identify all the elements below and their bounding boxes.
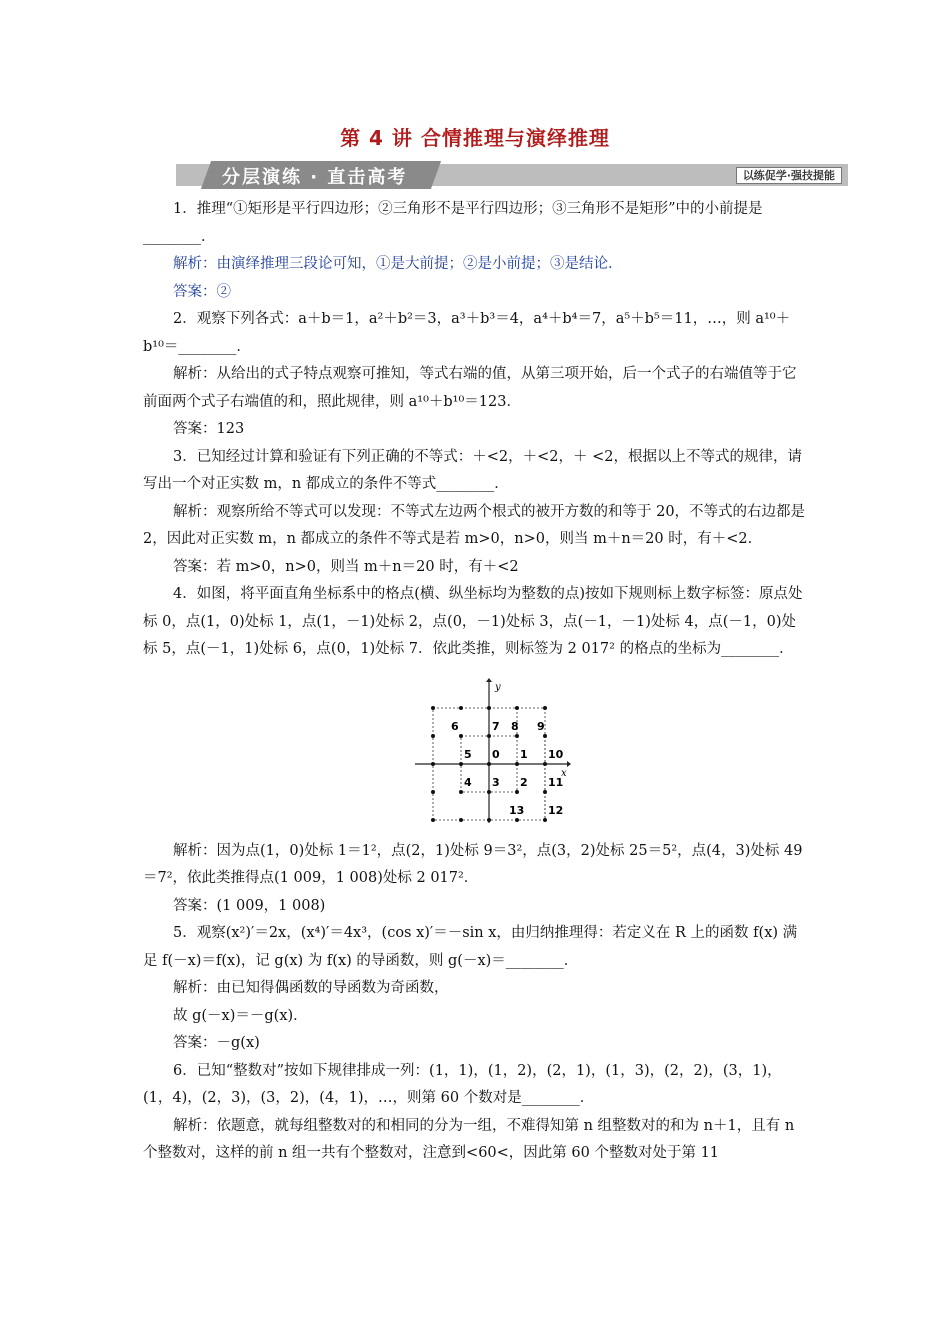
paragraph: 故 g(－x)＝－g(x)． bbox=[173, 1007, 308, 1024]
lattice-dot bbox=[487, 818, 491, 822]
lattice-label: 1 bbox=[520, 747, 528, 761]
paragraph: 解析：依题意，就每组整数对的和相同的分为一组，不难得知第 n 组整数对的和为 n＋1，且有 n 个整数对，这样的前 n 组一共有个整数对，注意到<60<，因此第 60 个整数对处于第 11 bbox=[143, 1117, 795, 1161]
banner-main-text: 分层演练 · 直击高考 bbox=[222, 167, 408, 188]
lattice-dot bbox=[515, 734, 519, 738]
lattice-dot bbox=[431, 734, 435, 738]
paragraph: 答案：123 bbox=[173, 421, 245, 437]
paragraph: 解析：由演绎推理三段论可知，①是大前提；②是小前提；③是结论． bbox=[173, 256, 623, 272]
lattice-label: 10 bbox=[548, 747, 564, 761]
lattice-dot bbox=[459, 790, 463, 794]
lattice-dot bbox=[515, 790, 519, 794]
axis-label-x: x bbox=[561, 767, 567, 779]
lattice-dot bbox=[459, 762, 463, 766]
paragraph: 答案：② bbox=[173, 283, 231, 300]
lattice-dot bbox=[459, 818, 463, 822]
lattice-dot bbox=[459, 734, 463, 738]
lattice-label: 0 bbox=[492, 747, 500, 761]
lattice-diagram bbox=[411, 678, 571, 828]
lattice-label: 11 bbox=[548, 775, 564, 789]
lattice-dot bbox=[459, 706, 463, 710]
section-banner bbox=[176, 164, 848, 186]
lattice-dot bbox=[487, 706, 491, 710]
paragraph: 答案：(1 009，1 008) bbox=[173, 897, 326, 914]
paragraph: 4．如图，将平面直角坐标系中的格点(横、纵坐标均为整数的点)按如下规则标上数字标签：原点处标 0，点(1，0)处标 1，点(1，－1)处标 2，点(0，－1)处标 3，点(－1，－1)处标 4，点(－1，0)处标 5，点(－1，1)处标 6，点(0，1)处标 7．依此类推，则标签为 2 017² 的格点的坐标为________． bbox=[143, 586, 803, 657]
lattice-dot bbox=[515, 762, 519, 766]
y-axis-arrow bbox=[486, 678, 492, 682]
lattice-dot bbox=[431, 762, 435, 766]
lattice-label: 2 bbox=[520, 775, 528, 789]
lattice-label: 7 bbox=[492, 719, 500, 733]
paragraph: 6．已知“整数对”按如下规律排成一列：(1，1)，(1，2)，(2，1)，(1，3)，(2，2)，(3，1)，(1，4)，(2，3)，(3，2)，(4，1)，…，则第 60 个数对是________． bbox=[143, 1062, 782, 1106]
lattice-dot bbox=[543, 790, 547, 794]
paragraph: 答案：若 m>0，n>0，则当 m＋n＝20 时，有＋<2 bbox=[173, 558, 519, 575]
lattice-label: 13 bbox=[509, 803, 525, 817]
lattice-dot bbox=[487, 790, 491, 794]
lattice-dot bbox=[543, 706, 547, 710]
paragraph: 3．已知经过计算和验证有下列正确的不等式：＋<2，＋<2，＋ <2，根据以上不等式的规律，请写出一个对正实数 m，n 都成立的条件不等式________． bbox=[143, 448, 802, 492]
lattice-dot bbox=[543, 762, 547, 766]
paragraph: 解析：因为点(1，0)处标 1＝1²，点(2，1)处标 9＝3²，点(3，2)处标 25＝5²，点(4，3)处标 49＝7²，依此类推得点(1 009，1 008)处标 2 017²． bbox=[143, 842, 803, 886]
exercise-content bbox=[143, 196, 808, 1168]
lattice-label: 9 bbox=[537, 719, 545, 733]
axis-label-y: y bbox=[495, 681, 501, 693]
lattice-label: 8 bbox=[511, 719, 519, 733]
paragraph: 解析：观察所给不等式可以发现：不等式左边两个根式的被开方数的和等于 20，不等式的右边都是 2，因此对正实数 m，n 都成立的条件不等式是若 m>0，n>0，则当 m＋n＝20 时，有＋<2． bbox=[143, 503, 806, 547]
page-title: 第 4 讲 合情推理与演绎推理 bbox=[340, 126, 610, 150]
lattice-label: 3 bbox=[492, 775, 500, 789]
lattice-label: 12 bbox=[548, 803, 564, 817]
lattice-dot bbox=[431, 790, 435, 794]
banner-tag: 以练促学·强技提能 bbox=[736, 167, 842, 184]
lattice-dot bbox=[515, 706, 519, 710]
paragraph: 解析：从给出的式子特点观察可推知，等式右端的值，从第三项开始，后一个式子的右端值等于它前面两个式子右端值的和，照此规律，则 a¹⁰＋b¹⁰＝123． bbox=[143, 366, 797, 410]
lattice-label: 4 bbox=[464, 775, 472, 789]
lattice-dot bbox=[431, 818, 435, 822]
lattice-dot bbox=[431, 706, 435, 710]
lattice-dot bbox=[487, 734, 491, 738]
x-axis-arrow bbox=[567, 761, 571, 767]
paragraph: 5．观察(x²)′＝2x，(x⁴)′＝4x³，(cos x)′＝－sin x，由归纳推理得：若定义在 R 上的函数 f(x) 满足 f(－x)＝f(x)，记 g(x) 为 f(x) 的导函数，则 g(－x)＝________． bbox=[143, 925, 798, 969]
paragraph: 解析：由已知得偶函数的导函数为奇函数， bbox=[173, 980, 449, 996]
lattice-figure bbox=[143, 678, 808, 830]
paragraph: 答案：－g(x) bbox=[173, 1035, 260, 1051]
lattice-dot bbox=[543, 734, 547, 738]
lattice-dot bbox=[543, 818, 547, 822]
lattice-dot bbox=[487, 762, 491, 766]
lattice-dot bbox=[515, 818, 519, 822]
lattice-label: 5 bbox=[464, 747, 472, 761]
lattice-label: 6 bbox=[451, 719, 459, 733]
paragraph: 1．推理“①矩形是平行四边形；②三角形不是平行四边形；③三角形不是矩形”中的小前提是________． bbox=[143, 201, 763, 245]
paragraph: 2．观察下列各式：a＋b＝1，a²＋b²＝3，a³＋b³＝4，a⁴＋b⁴＝7，a⁵＋b⁵＝11，…，则 a¹⁰＋b¹⁰＝________． bbox=[143, 311, 791, 355]
